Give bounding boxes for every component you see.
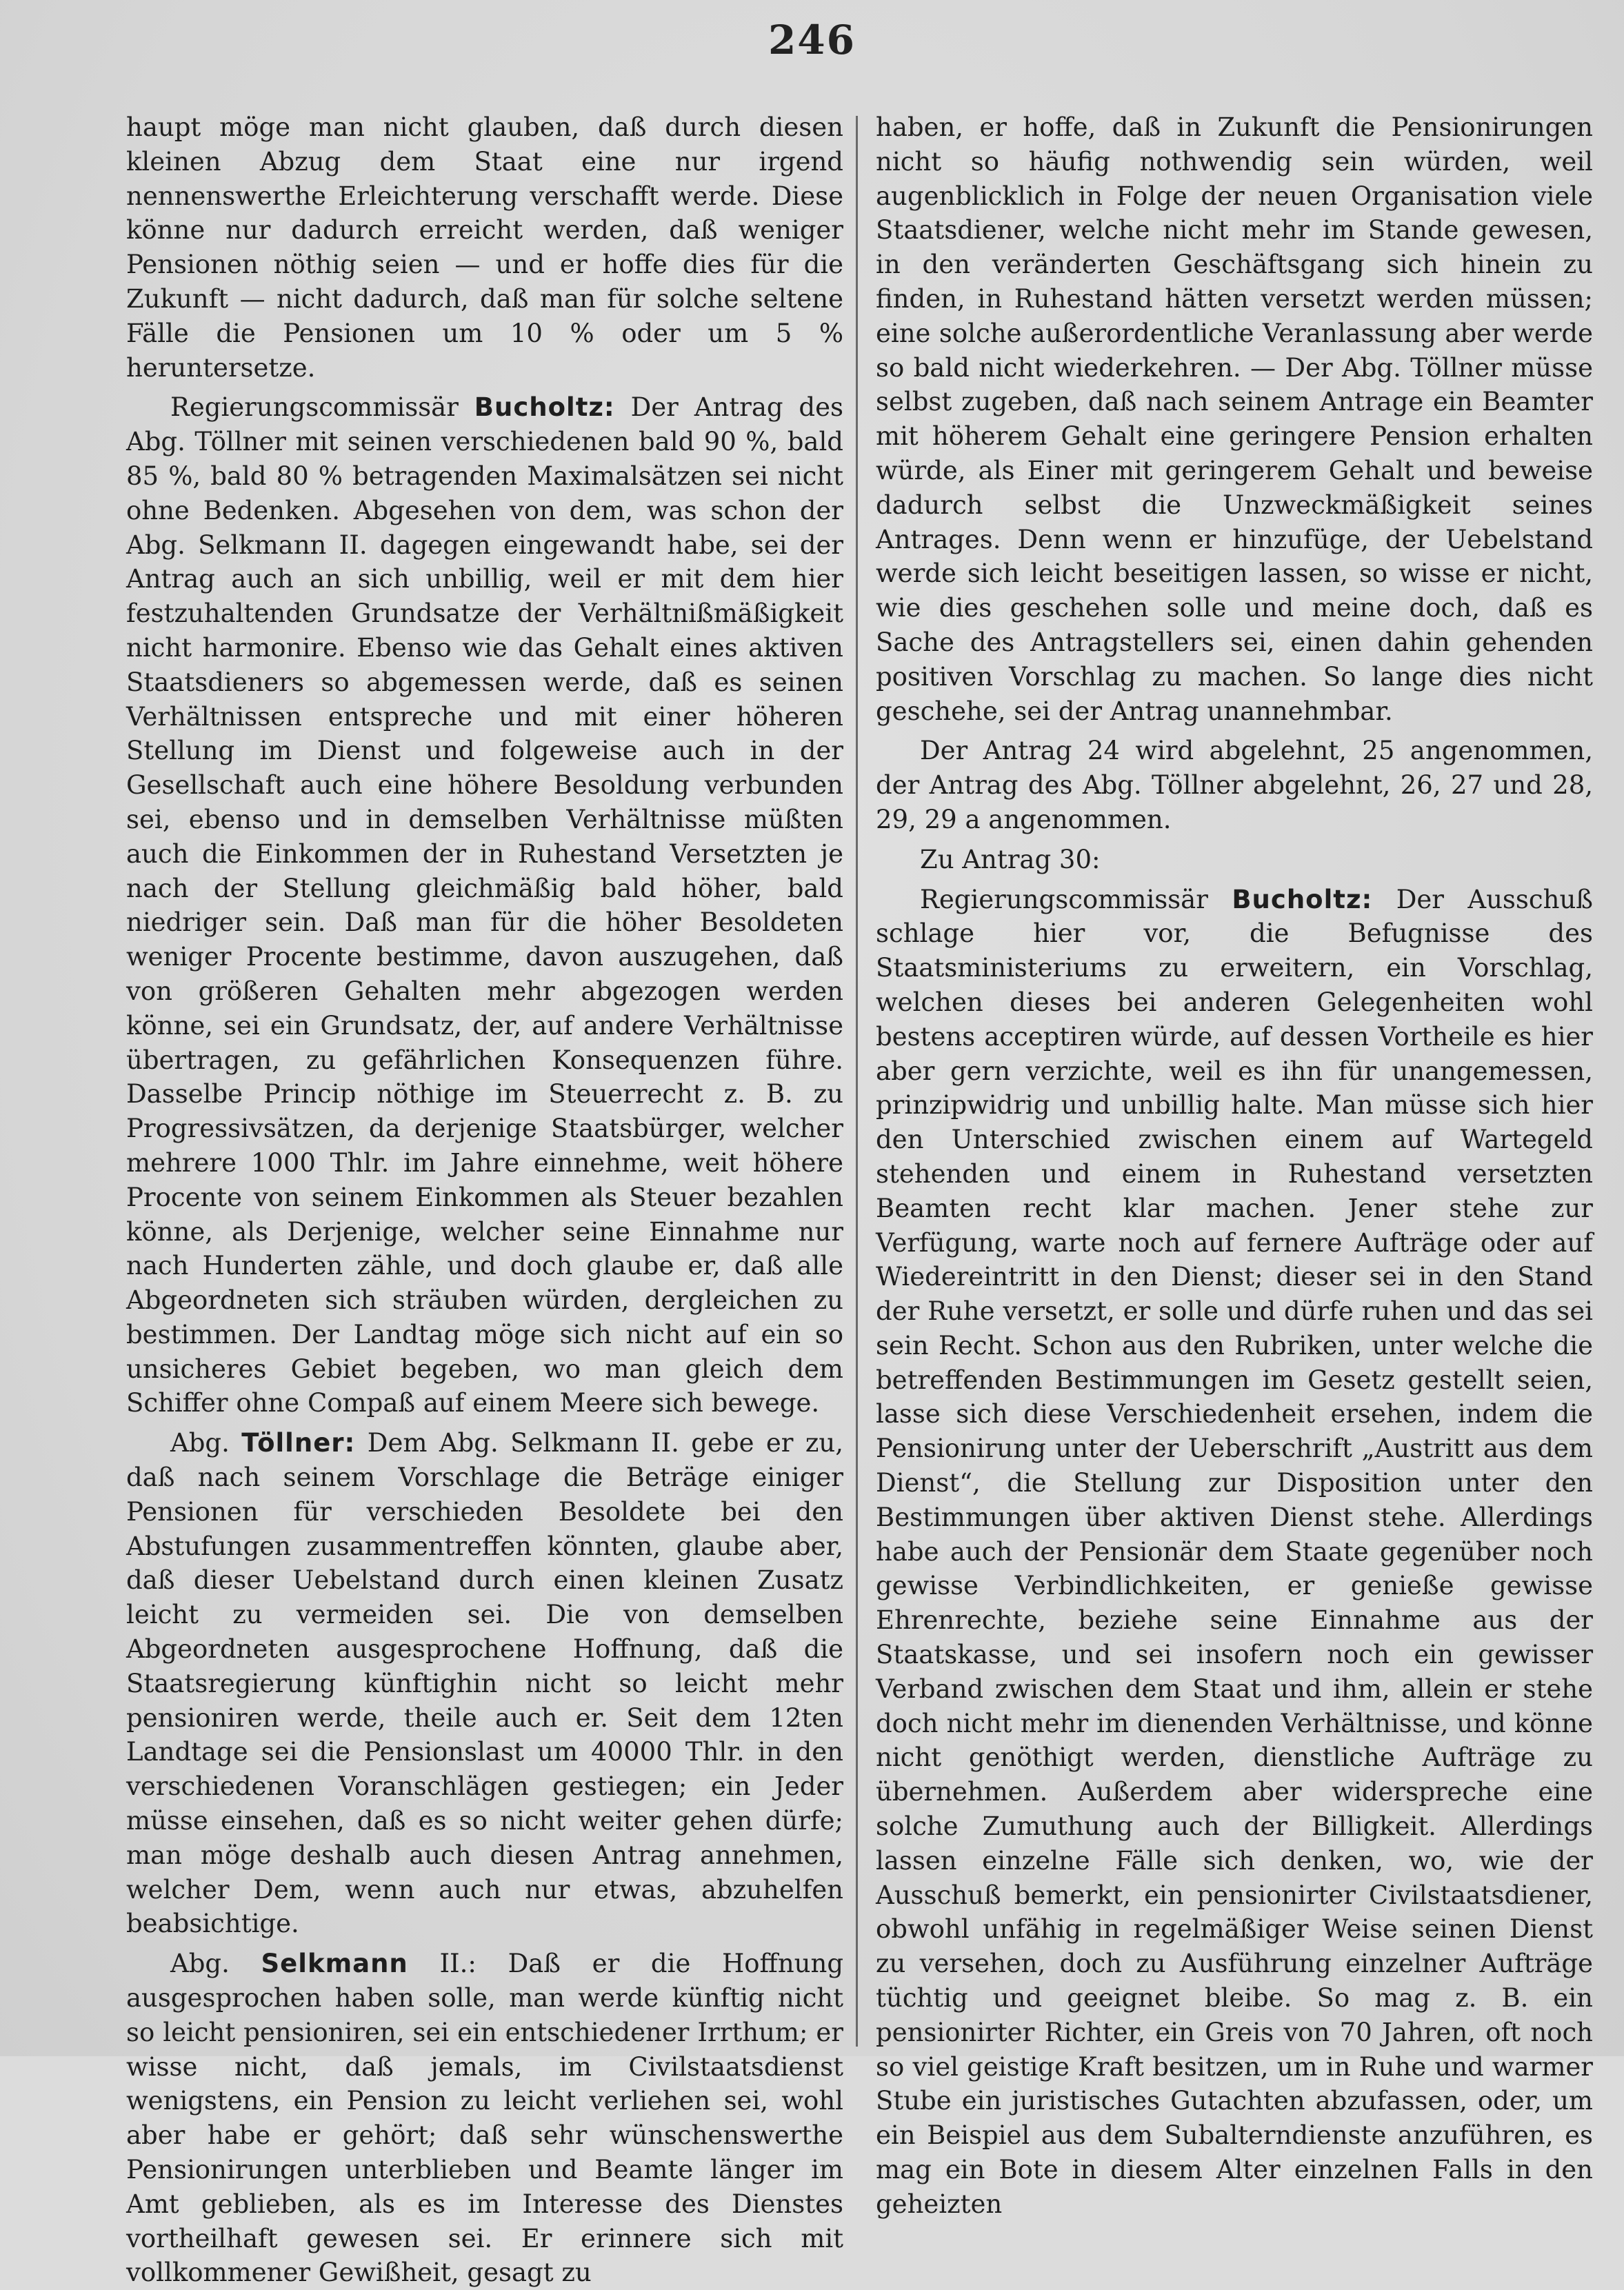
paragraph <box>876 843 1593 877</box>
paragraph-text: Zu Antrag 30: <box>920 844 1101 874</box>
paragraph <box>126 1947 843 2290</box>
paragraph-text: haupt möge man nicht glauben, daß durch diesen kleinen Abzug dem Staat eine nur irgend nennenswerthe Erleichterung verschafft werde. Diese könne nur dadurch erreicht werden, daß weniger Pensionen nöthig seien — und er hoffe dies für die Zukunft — nicht dadurch, daß man für solche seltene Fälle die Pensionen um 10 % oder um 5 % heruntersetze. <box>126 112 843 383</box>
paragraph-text: haben, er hoffe, daß in Zukunft die Pensionirungen nicht so häufig nothwendig sein würden, weil augenblicklich in Folge der neuen Organisation viele Staatsdiener, welche nicht mehr im Stande gewesen, in den veränderten Geschäftsgang sich hinein zu finden, in Ruhestand hätten versetzt werden müssen; eine solche außerordentliche Veranlassung aber werde so bald nicht wiederkehren. — Der Abg. Töllner müsse selbst zugeben, daß nach seinem Antrage ein Beamter mit höherem Gehalt eine geringere Pension erhalten würde, als Einer mit geringerem Gehalt und beweise dadurch selbst die Unzweckmäßigkeit seines Antrages. Denn wenn er hinzufüge, der Uebelstand werde sich leicht beseitigen lassen, so wisse er nicht, wie dies geschehen solle und meine doch, daß es Sache des Antragstellers sei, einen dahin gehenden positiven Vorschlag zu machen. So lange dies nicht geschehe, sei der Antrag unannehmbar. <box>876 112 1593 726</box>
paragraph-text: Dem Abg. Selkmann II. gebe er zu, daß nach seinem Vorschlage die Beträge einiger Pensionen für verschieden Besoldete bei den Abstufungen zusammentreffen könnten, glaube aber, daß dieser Uebelstand durch einen kleinen Zusatz leicht zu vermeiden sei. Die von demselben Abgeordneten ausgesprochene Hoffnung, daß die Staatsregierung künftighin nicht so leicht mehr pensioniren werde, theile auch er. Seit dem 12ten Landtage sei die Pensionslast um 40000 Thlr. in den verschiedenen Voranschlägen gestiegen; ein Jeder müsse einsehen, daß es so nicht weiter gehen dürfe; man möge deshalb auch diesen Antrag annehmen, welcher Dem, wenn auch nur etwas, abzuhelfen beabsichtige. <box>126 1428 843 1939</box>
speaker-name: Selkmann <box>261 1949 408 1979</box>
speaker-title: Abg. <box>170 1949 230 1979</box>
paragraph <box>876 883 1593 2222</box>
column-divider <box>856 116 858 2047</box>
paragraph <box>876 734 1593 836</box>
speaker-title: Regierungscommissär <box>170 392 459 423</box>
speaker-name: Bucholtz: <box>474 392 615 423</box>
paragraph-text: Der Antrag 24 wird abgelehnt, 25 angenommen, der Antrag des Abg. Töllner abgelehnt, 26, 27 und 28, 29, 29 a angenommen. <box>876 736 1593 834</box>
paragraph-text: Der Antrag des Abg. Töllner mit seinen verschiedenen bald 90 %, bald 85 %, bald 80 % betragenden Maximalsätzen sei nicht ohne Bedenken. Abgesehen von dem, was schon der Abg. Selkmann II. dagegen eingewandt habe, sei der Antrag auch an sich unbillig, weil er mit dem hier festzuhaltenden Grundsatze der Verhältnißmäßigkeit nicht harmonire. Ebenso wie das Gehalt eines aktiven Staatsdieners so abgemessen werde, daß es seinen Verhältnissen entspreche und mit einer höheren Stellung im Dienst und folgeweise auch in der Gesellschaft auch eine höhere Besoldung verbunden sei, ebenso und in demselben Verhältnisse müßten auch die Einkommen der in Ruhestand Versetzten je nach der Stellung gleichmäßig bald höher, bald niedriger sein. Daß man für die höher Besoldeten weniger Procente bestimme, davon auszugehen, daß von größeren Gehalten mehr abgezogen werden könne, sei ein Grundsatz, der, auf andere Verhältnisse übertragen, zu gefährlichen Konsequenzen führe. Dasselbe Princip nöthige im Steuerrecht z. B. zu Progressivsätzen, da derjenige Staatsbürger, welcher mehrere 1000 Thlr. im Jahre einnehme, weit höhere Procente von seinem Einkommen als Steuer bezahlen könne, als Derjenige, welcher seine Einnahme nur nach Hunderten zähle, und doch glaube er, daß alle Abgeordneten sich sträuben würden, dergleichen zu bestimmen. Der Landtag möge sich nicht auf ein so unsicheres Gebiet begeben, wo man gleich dem Schiffer ohne Compaß auf einem Meere sich bewege. <box>126 392 844 1418</box>
left-column <box>126 110 844 2288</box>
paragraph <box>126 390 843 1420</box>
paragraph-text: Der Ausschuß schlage hier vor, die Befugnisse des Staatsministeriums zu erweitern, ein Vorschlag, welchen dieses bei anderen Gelegenheiten wohl bestens acceptiren würde, auf dessen Vortheile es hier aber gern verzichte, weil es ihn für unangemessen, prinzipwidrig und unbillig halte. Man müsse sich hier den Unterschied zwischen einem auf Wartegeld stehenden und einem in Ruhestand versetzten Beamten recht klar machen. Jener stehe zur Verfügung, warte noch auf fernere Aufträge oder auf Wiedereintritt in den Dienst; dieser sei in den Stand der Ruhe versetzt, er solle und dürfe ruhen und das sei sein Recht. Schon aus den Rubriken, unter welche die betreffenden Bestimmungen im Gesetz gestellt seien, lasse sich diese Verschiedenheit ersehen, indem die Pensionirung unter der Ueberschrift „Austritt aus dem Dienst“, die Stellung zur Disposition unter den Bestimmungen über aktiven Dienst stehe. Allerdings habe auch der Pensionär dem Staate gegenüber noch gewisse Verbindlichkeiten, er genieße gewisse Ehrenrechte, beziehe seine Einnahme aus der Staatskasse, und sei insofern noch ein gewisser Verband zwischen dem Staat und ihm, allein er stehe doch nicht mehr im dienenden Verhältnisse, und könne nicht genöthigt werden, dienstliche Aufträge zu übernehmen. Außerdem aber widerspreche eine solche Zumuthung auch der Billigkeit. Allerdings lassen einzelne Fälle sich denken, wo, wie der Ausschuß bemerkt, ein pensionirter Civilstaatsdiener, obwohl unfähig in regelmäßiger Weise seinen Dienst zu versehen, doch zu Ausführung einzelner Aufträge tüchtig und geeignet bleibe. So mag z. B. ein pensionirter Richter, ein Greis von 70 Jahren, oft noch so viel geistige Kraft besitzen, um in Ruhe und warmer Stube ein juristisches Gutachten abzufassen, oder, um ein Beispiel aus dem Subalterndienste anzuführen, es mag ein Bote in diesem Alter einzelnen Falls in den geheizten <box>876 884 1593 2219</box>
right-column <box>876 110 1593 2219</box>
speaker-name: Bucholtz: <box>1232 884 1373 914</box>
paragraph <box>126 110 843 385</box>
speaker-name: Töllner: <box>241 1428 356 1458</box>
speaker-suffix: II.: <box>439 1949 477 1979</box>
paragraph <box>126 1426 843 1941</box>
speaker-title: Abg. <box>170 1428 230 1458</box>
paragraph <box>876 110 1593 728</box>
speaker-title: Regierungscommissär <box>920 884 1208 914</box>
page-number: 246 <box>768 17 856 63</box>
paragraph-text: Daß er die Hoffnung ausgesprochen haben solle, man werde künftig nicht so leicht pensioniren, sei ein entschiedener Irrthum; er wisse nicht, daß jemals, im Civilstaatsdienst wenigstens, ein Pension zu leicht verliehen sei, wohl aber habe er gehört; daß sehr wünschenswerthe Pensionirungen unterblieben und Beamte länger im Amt geblieben, als es im Interesse des Dienstes vortheilhaft gewesen sei. Er erinnere sich mit vollkommener Gewißheit, gesagt zu <box>126 1949 844 2288</box>
